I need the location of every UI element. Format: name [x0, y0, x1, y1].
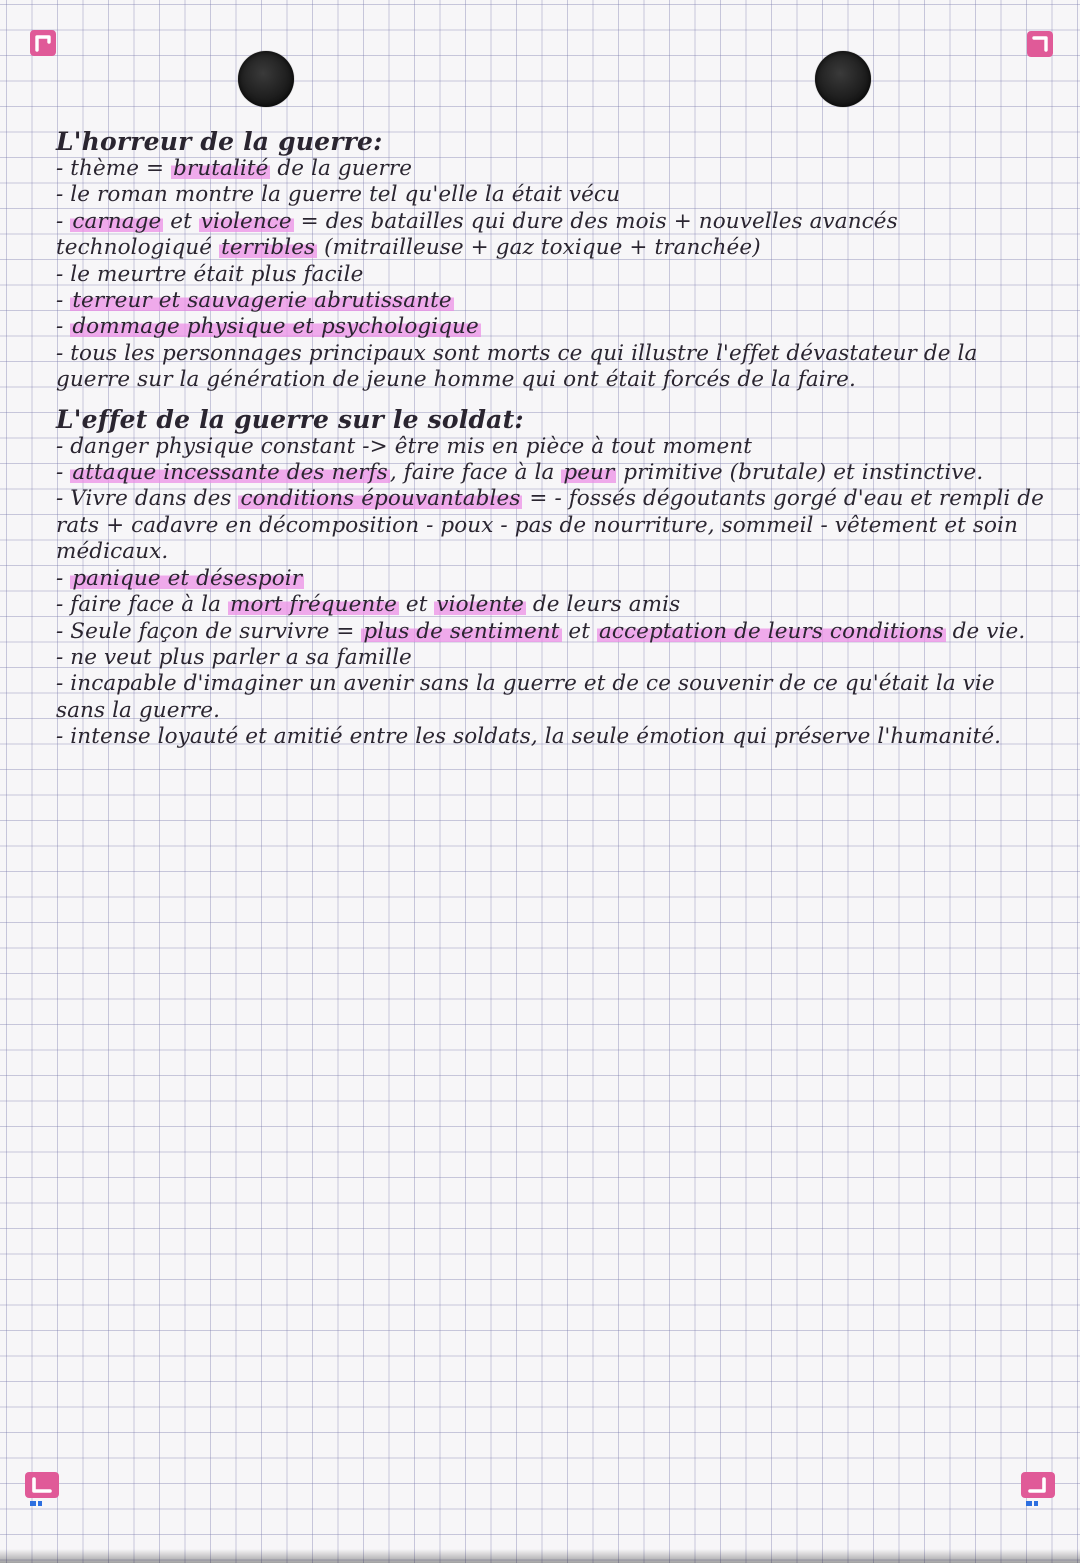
note-text: - [56, 288, 71, 314]
section-title: L'effet de la guerre sur le soldat: [56, 404, 524, 434]
bullet-list [56, 434, 1046, 751]
bullet-item [56, 460, 1046, 486]
note-text: - tous les personnages principaux sont morts ce qui illustre l'effet dévastateur de la guerre sur la génération de jeune homme qui ont était forcés de la faire. [56, 340, 978, 393]
bullet-item [56, 592, 1046, 618]
bullet-item [56, 341, 1046, 394]
highlighted-text: conditions épouvantables [240, 486, 521, 512]
bullet-item [56, 724, 1046, 750]
bullet-item [56, 262, 1046, 288]
bullet-item [56, 156, 1046, 182]
note-text: = - fossés dégoutants gorgé d'eau et rempli de rats + cadavre en décomposition - poux - pas de nourriture, sommeil - vêtement et soin médicaux. [56, 486, 1044, 565]
highlighted-text: carnage [72, 208, 162, 234]
note-text: - le roman montre la guerre tel qu'elle la était vécu [56, 182, 621, 208]
note-text: de la guerre [270, 156, 413, 181]
note-text: = des batailles qui dure des mois + nouvelles avancés technologiqué [56, 208, 898, 261]
highlighted-text: terribles [221, 235, 316, 261]
bullet-item [56, 434, 1046, 460]
bullet-item [56, 182, 1046, 208]
bullet-item [56, 209, 1046, 262]
note-text: - Seule façon de survivre = [56, 618, 362, 644]
note-text: primitive (brutale) et instinctive. [616, 460, 984, 486]
corner-mark-icon [29, 29, 57, 57]
note-text: , faire face à la [389, 460, 562, 486]
bullet-item [56, 671, 1046, 724]
bullet-item [56, 645, 1046, 671]
bullet-item [56, 486, 1046, 565]
corner-mark-icon [1020, 1471, 1056, 1507]
note-text: et [561, 618, 597, 644]
note-text: et [398, 592, 435, 618]
bullet-item [56, 566, 1046, 592]
note-text: de leurs amis [525, 592, 681, 618]
note-text: et [163, 208, 199, 234]
note-text: - [56, 565, 71, 591]
note-text: - thème = [56, 156, 172, 181]
note-text: - incapable d'imaginer un avenir sans la guerre et de ce souvenir de ce qu'était la vie sans la guerre. [56, 671, 995, 723]
corner-mark-icon [24, 1471, 60, 1507]
highlighted-text: dommage physique et psychologique [72, 314, 479, 340]
bullet-item [56, 619, 1046, 645]
note-text: de vie. [945, 618, 1026, 644]
highlighted-text: mort fréquente [229, 592, 397, 618]
highlighted-text: brutalité [173, 156, 269, 181]
note-text: (mitrailleuse + gaz toxique + tranchée) [317, 235, 761, 261]
page-edge-shadow [0, 1549, 1080, 1563]
highlighted-text: plus de sentiment [363, 618, 560, 644]
note-text: - [56, 460, 71, 486]
section-title: L'horreur de la guerre: [56, 127, 383, 156]
note-text: - intense loyauté et amitié entre les soldats, la seule émotion qui préserve l'humanité. [56, 724, 1002, 750]
note-text: - le meurtre était plus facile [56, 261, 364, 287]
highlighted-text: violence [200, 208, 292, 234]
highlighted-text: violente [436, 592, 524, 618]
note-text: - ne veut plus parler a sa famille [56, 644, 412, 670]
highlighted-text: attaque incessante des nerfs [72, 460, 388, 486]
note-text: - Vivre dans des [56, 486, 239, 512]
note-text: - [56, 208, 71, 234]
binder-hole-right [815, 51, 871, 107]
note-text: - [56, 314, 71, 340]
highlighted-text: terreur et sauvagerie abrutissante [72, 288, 452, 314]
corner-mark-icon [1026, 30, 1054, 58]
binder-hole-left [238, 51, 294, 107]
bullet-list [56, 156, 1046, 394]
highlighted-text: acceptation de leurs conditions [598, 618, 944, 644]
bullet-item [56, 314, 1046, 340]
note-text: - faire face à la [56, 592, 228, 618]
highlighted-text: panique et désespoir [72, 565, 303, 591]
handwritten-notes [56, 128, 1046, 751]
bullet-item [56, 288, 1046, 314]
highlighted-text: peur [563, 460, 615, 486]
note-text: - danger physique constant -> être mis en pièce à tout moment [56, 433, 752, 459]
